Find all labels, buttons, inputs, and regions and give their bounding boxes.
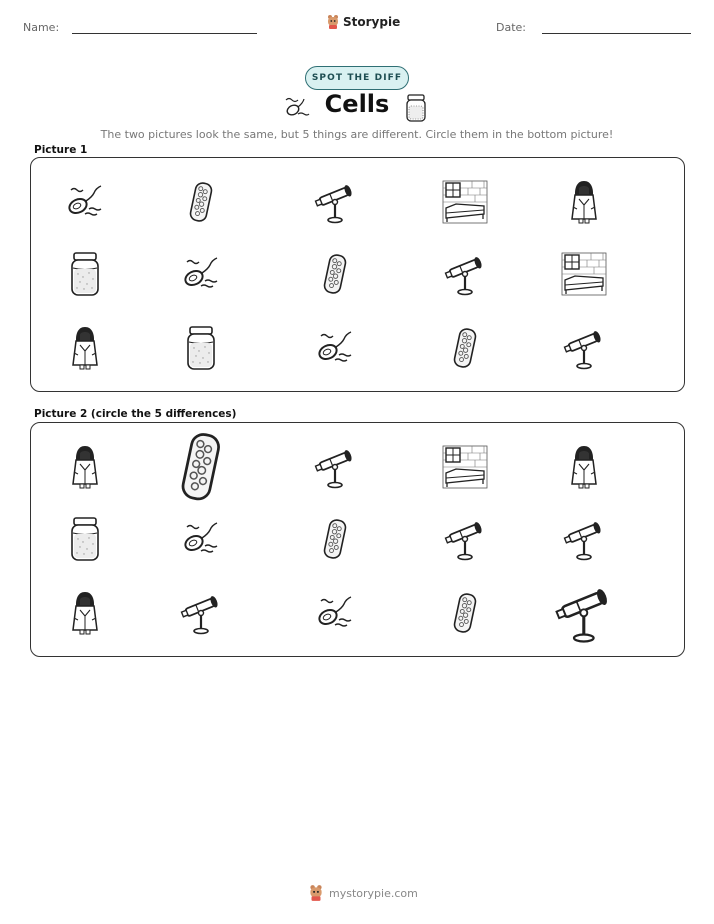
picture-2-cell-r3-c2[interactable] xyxy=(161,577,241,649)
robed-scientist-icon xyxy=(570,179,598,225)
robed-scientist-icon xyxy=(71,444,99,490)
picture-1-cell-r1-c3[interactable] xyxy=(295,166,375,238)
cell-membrane-large-icon xyxy=(177,431,225,502)
name-line[interactable] xyxy=(72,33,257,34)
picture-2-cell-r3-c1[interactable] xyxy=(45,577,125,649)
bacteria-icon xyxy=(65,184,105,220)
cell-membrane-icon xyxy=(321,518,349,560)
picture-1-cell-r3-c3[interactable] xyxy=(295,312,375,384)
robed-scientist-icon xyxy=(71,325,99,371)
picture-2-cell-r2-c5[interactable] xyxy=(544,503,624,575)
robed-scientist-icon xyxy=(71,590,99,636)
picture-1-cell-r2-c2[interactable] xyxy=(161,238,241,310)
robed-scientist-icon xyxy=(570,444,598,490)
picture-2-cell-r1-c1[interactable] xyxy=(45,431,125,503)
microscope-large-icon xyxy=(553,582,615,644)
footer-url[interactable]: mystorypie.com xyxy=(329,886,418,900)
picture-1-cell-r2-c3[interactable] xyxy=(295,238,375,310)
picture-2-cell-r2-c4[interactable] xyxy=(425,503,505,575)
picture-2-cell-r3-c4[interactable] xyxy=(425,577,505,649)
microscope-icon xyxy=(179,591,223,635)
bacteria-icon xyxy=(315,330,355,366)
bacteria-icon xyxy=(181,256,221,292)
picture-1-cell-r2-c1[interactable] xyxy=(45,238,125,310)
name-label: Name: xyxy=(23,21,60,34)
footer xyxy=(308,884,418,902)
picture-1-cell-r1-c1[interactable] xyxy=(45,166,125,238)
lab-room-icon xyxy=(442,180,488,224)
cell-membrane-icon xyxy=(187,181,215,223)
picture-1-cell-r2-c5[interactable] xyxy=(544,238,624,310)
specimen-jar-icon xyxy=(185,325,217,371)
picture-2-cell-r1-c3[interactable] xyxy=(295,431,375,503)
instructions-text: The two pictures look the same, but 5 things are different. Circle them in the bottom picture! xyxy=(100,128,614,141)
picture-1-cell-r3-c4[interactable] xyxy=(425,312,505,384)
brand-logo xyxy=(326,14,400,30)
picture-1-label: Picture 1 xyxy=(34,144,88,156)
picture-1-cell-r3-c2[interactable] xyxy=(161,312,241,384)
bacteria-icon xyxy=(181,521,221,557)
picture-2-cell-r1-c2[interactable] xyxy=(161,431,241,503)
picture-1-cell-r3-c5[interactable] xyxy=(544,312,624,384)
brand-name: Storypie xyxy=(343,15,401,29)
cell-membrane-icon xyxy=(321,253,349,295)
picture-2-cell-r1-c5[interactable] xyxy=(544,431,624,503)
microscope-icon xyxy=(443,517,487,561)
picture-1-cell-r1-c5[interactable] xyxy=(544,166,624,238)
picture-2-grid xyxy=(31,423,684,656)
date-label: Date: xyxy=(496,21,526,34)
spot-the-diff-badge: SPOT THE DIFF xyxy=(305,66,409,90)
picture-2-cell-r3-c3[interactable] xyxy=(295,577,375,649)
picture-1-cell-r1-c4[interactable] xyxy=(425,166,505,238)
lab-room-icon xyxy=(561,252,607,296)
picture-2-panel xyxy=(30,422,685,657)
storypie-mascot-icon xyxy=(308,884,324,902)
date-line[interactable] xyxy=(542,33,691,34)
lab-room-icon xyxy=(442,445,488,489)
picture-1-grid xyxy=(31,158,684,391)
picture-2-cell-r1-c4[interactable] xyxy=(425,431,505,503)
picture-2-label: Picture 2 (circle the 5 differences) xyxy=(34,408,237,420)
picture-2-cell-r2-c1[interactable] xyxy=(45,503,125,575)
picture-2-cell-r2-c2[interactable] xyxy=(161,503,241,575)
storypie-mascot-icon xyxy=(326,14,340,30)
microscope-icon xyxy=(313,180,357,224)
page-title: Cells xyxy=(324,90,390,118)
cell-membrane-icon xyxy=(451,592,479,634)
microscope-icon xyxy=(562,326,606,370)
microscope-icon xyxy=(313,445,357,489)
picture-1-cell-r3-c1[interactable] xyxy=(45,312,125,384)
picture-1-panel xyxy=(30,157,685,392)
microscope-icon xyxy=(562,517,606,561)
picture-2-cell-r3-c5[interactable] xyxy=(544,577,624,649)
microscope-icon xyxy=(443,252,487,296)
picture-1-cell-r1-c2[interactable] xyxy=(161,166,241,238)
specimen-jar-icon xyxy=(69,251,101,297)
specimen-jar-icon xyxy=(69,516,101,562)
cell-membrane-icon xyxy=(451,327,479,369)
picture-1-cell-r2-c4[interactable] xyxy=(425,238,505,310)
bacteria-icon xyxy=(315,595,355,631)
specimen-jar-icon xyxy=(405,93,427,123)
picture-2-cell-r2-c3[interactable] xyxy=(295,503,375,575)
